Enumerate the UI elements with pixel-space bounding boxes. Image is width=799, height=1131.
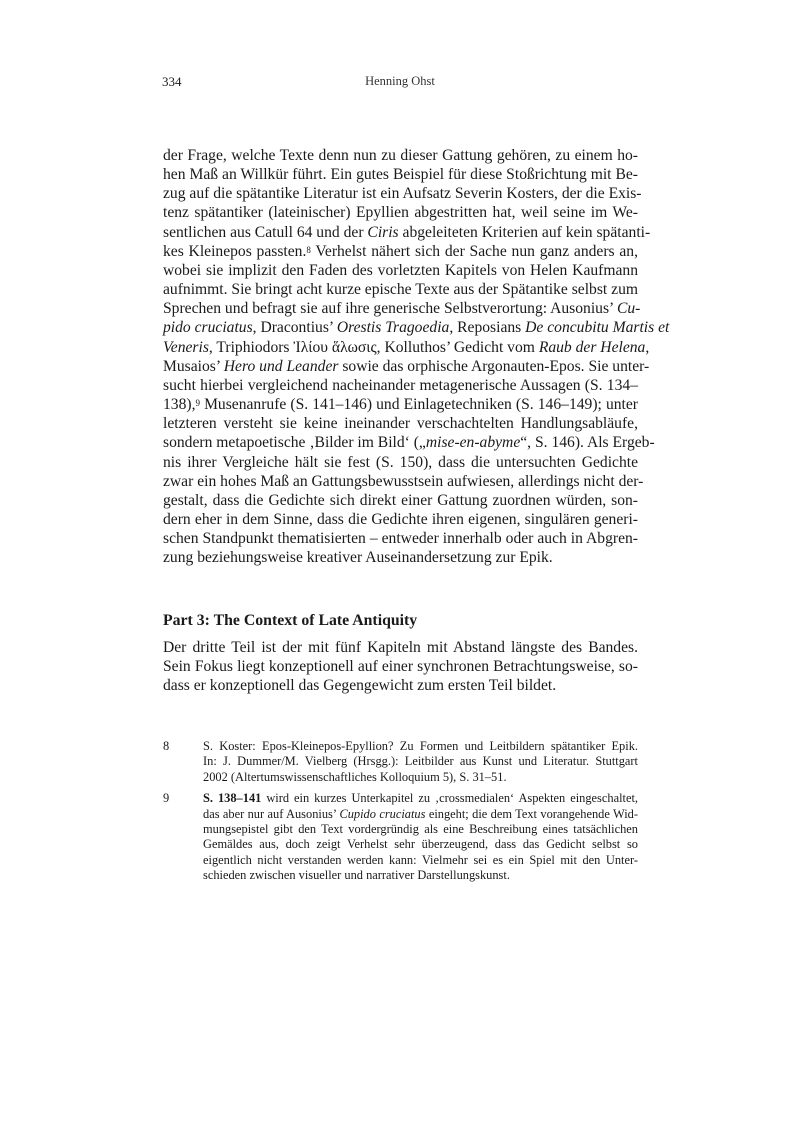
italic-title: Raub der Helena [538,338,646,356]
text-line: sucht hierbei vergleichend nacheinander metagenerische Aussagen (S. 134– [163,376,638,394]
text-line: dass er konzeptionell das Gegengewicht zum ersten Teil bildet. [163,677,557,695]
text-line: tenz spätantiker (lateinischer) Epyllien abgestritten hat, weil seine im We- [163,204,638,222]
text-line: 138),$^9$ Musenanrufe (S. 141–146) und Einlagetechniken (S. 146–149); unter [163,396,638,414]
footnote-number: 9 [163,791,170,806]
body-paragraph [163,146,670,567]
text-line: kes Kleinepos passten.$^8$ Verhelst nähert sich der Sache nun ganz anders an, [163,242,638,260]
text-line: Der dritte Teil ist der mit fünf Kapiteln mit Abstand längste des Bandes. [163,639,638,656]
text-line: zung beziehungsweise kreativer Auseinandersetzung zur Epik. [163,549,553,567]
text-line: Sprechen und befragt sie auf ihre generische Selbstverortung: Ausonius’ Cu- [163,300,641,318]
footnote-9 [163,791,638,883]
text-line: dern eher in dem Sinne, dass die Gedichte ihren eigenen, singulären generi- [163,510,638,528]
footnote-8 [163,739,638,785]
italic-title: Ciris [367,223,399,241]
text-line: letzteren versteht sie keine ineinander verschachtelten Handlungsabläufe, [163,415,638,433]
text-line: gestalt, dass die Gedichte sich direkt einer Gattung zuordnen würden, son- [163,491,638,509]
italic-title: pido cruciatus [163,319,253,337]
text-line: Sein Fokus liegt konzeptionell auf einer synchronen Betrachtungsweise, so- [163,658,638,676]
italic-title: Hero und Leander [223,357,339,375]
text-line: hen Maß an Willkür führt. Ein gutes Beispiel für diese Stoßrichtung mit Be- [163,166,638,184]
text-line: S. 138–141 wird ein kurzes Unterkapitel zu ‚crossmedialen‘ Aspekten eingeschaltet, [203,791,638,806]
text-line: aufnimmt. Sie bringt acht kurze epische Texte aus der Spätantike selbst zum [163,281,638,299]
text-line: S. Koster: Epos-Kleinepos-Epyllion? Zu Formen und Leitbildern spätantiker Epik. [203,739,638,753]
text-line: Veneris, Triphiodors Ἰλίου ἅλωσις, Kolluthos’ Gedicht vom Raub der Helena, [163,338,650,356]
text-line: das aber nur auf Ausonius’ Cupido cruciatus eingeht; die dem Text vorangehende Wid- [203,806,638,821]
text-line: In: J. Dummer/M. Vielberg (Hrsgg.): Leitbilder aus Kunst und Literatur. Stuttgart [203,754,638,769]
italic-title: Orestis Tragoedia [336,319,450,337]
footnote-reference[interactable]: 8 [306,244,311,255]
text-line: eigentlich nicht verstanden werden kann: Vielmehr sei es ein Spiel mit den Unter- [203,852,638,867]
text-line: schen Standpunkt thematisierten – entweder innerhalb oder auch in Abgren- [163,530,638,548]
text-line: zug auf die spätantike Literatur ist ein Aufsatz Severin Kosters, der die Exis- [163,185,642,203]
italic-title: Cupido cruciatus [339,806,426,821]
text-line: wobei sie implizit den Faden des vorletzten Kapitels von Helen Kaufmann [163,261,638,279]
text-line: zwar ein hohes Maß an Gattungsbewusstsein aufwiesen, allerdings nicht der- [163,472,644,490]
text-line: mungsepistel gibt den Text vordergründig als eine Beschreibung eines tatsächlichen [203,822,638,837]
italic-title: mise-en-abyme [425,434,521,452]
footnote-text [203,791,638,883]
footnotes [163,739,638,890]
text-line: schieden zwischen visueller und narrativer Darstellungskunst. [203,868,510,883]
text-line: Gemäldes aus, doch zeigt Verhelst sehr überzeugend, dass das Gedicht selbst so [203,837,638,852]
footnote-text [203,739,638,785]
running-head-author: Henning Ohst [365,74,435,88]
footnote-reference[interactable]: 9 [195,398,200,409]
bold-text: S. 138–141 [203,791,262,806]
footnote-number: 8 [163,739,170,753]
text-line: der Frage, welche Texte denn nun zu dieser Gattung gehören, zu einem ho- [163,147,638,164]
page-number: 334 [162,74,182,89]
text-line: sondern metapoetische ‚Bilder im Bild‘ („mise-en-abyme“, S. 146). Als Ergeb- [163,434,655,452]
italic-title: De concubitu Martis et [525,319,670,337]
italic-title: Cu- [616,300,641,318]
text-line: nis ihrer Vergleiche hält sie fest (S. 150), dass die untersuchten Gedichte [163,453,638,471]
text-line: Musaios’ Hero und Leander sowie das orphische Argonauten-Epos. Sie unter- [163,357,650,375]
section-heading: Part 3: The Context of Late Antiquity [163,612,418,629]
text-line: pido cruciatus, Dracontius’ Orestis Tragoedia, Reposians De concubitu Martis et [163,319,670,337]
section-paragraph [163,638,638,695]
italic-title: Veneris [163,338,209,356]
text-line: sentlichen aus Catull 64 und der Ciris abgeleiteten Kriterien auf kein spätanti- [163,223,651,241]
text-line: 2002 (Altertumswissenschaftliches Kolloquium 5), S. 31–51. [203,769,507,784]
page-header [162,74,638,92]
